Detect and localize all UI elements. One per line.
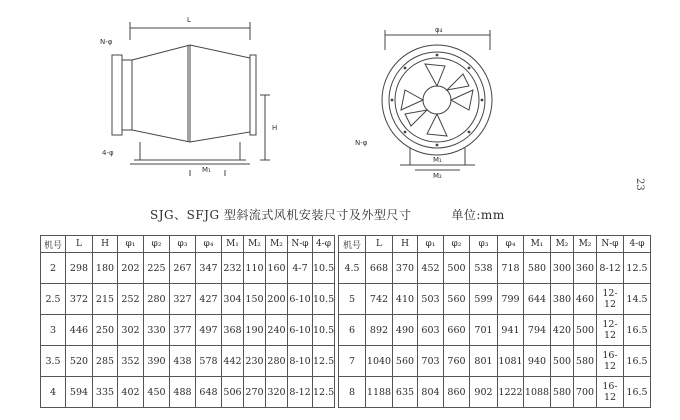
table-cell: 442: [222, 346, 244, 377]
table-cell: 1188: [366, 377, 393, 408]
table-cell: 5: [339, 284, 366, 315]
table-cell: 360: [574, 253, 597, 284]
table-cell: 150: [244, 284, 266, 315]
table-cell: 280: [144, 284, 170, 315]
table-cell: 252: [118, 284, 144, 315]
table-cell: 327: [170, 284, 196, 315]
table-row: [41, 284, 335, 315]
table-cell: 892: [366, 315, 393, 346]
table-cell: 14.5: [624, 284, 651, 315]
table-cell: 446: [66, 315, 93, 346]
table-header-row: [41, 236, 335, 253]
table-cell: 4: [41, 377, 66, 408]
header-cell: 4-φ: [313, 236, 335, 253]
table-row: [339, 377, 651, 408]
table-cell: 12.5: [313, 377, 335, 408]
table-cell: 668: [366, 253, 393, 284]
table-cell: 500: [551, 346, 574, 377]
table-cell: 560: [444, 284, 470, 315]
table-cell: 10.5: [313, 253, 335, 284]
caption-unit: 单位:mm: [451, 208, 505, 222]
table-cell: 520: [66, 346, 93, 377]
header-cell: M₁: [524, 236, 551, 253]
table-cell: 7: [339, 346, 366, 377]
table-cell: 801: [470, 346, 498, 377]
table-cell: 16.5: [624, 346, 651, 377]
table-cell: 4.5: [339, 253, 366, 284]
header-cell: φ₃: [170, 236, 196, 253]
header-cell: φ₁: [418, 236, 444, 253]
table-cell: 6-10: [288, 284, 313, 315]
header-cell: M₂: [244, 236, 266, 253]
table-cell: 427: [196, 284, 222, 315]
table-cell: 500: [444, 253, 470, 284]
table-row: [41, 346, 335, 377]
header-cell: L: [366, 236, 393, 253]
table-cell: 794: [524, 315, 551, 346]
table-cell: 594: [66, 377, 93, 408]
table-cell: 703: [418, 346, 444, 377]
table-cell: 347: [196, 253, 222, 284]
table-row: [339, 315, 651, 346]
table-cell: 644: [524, 284, 551, 315]
table-cell: 304: [222, 284, 244, 315]
table-cell: 110: [244, 253, 266, 284]
front-phi4-label: φ₄: [435, 26, 443, 34]
table-cell: 538: [470, 253, 498, 284]
table-cell: 10.5: [313, 284, 335, 315]
header-cell: M₁: [222, 236, 244, 253]
table-cell: 372: [66, 284, 93, 315]
table-cell: 370: [393, 253, 418, 284]
table-cell: 718: [498, 253, 524, 284]
table-cell: 603: [418, 315, 444, 346]
table-cell: 202: [118, 253, 144, 284]
table-cell: 941: [498, 315, 524, 346]
table-caption: [150, 206, 505, 223]
table-cell: 230: [244, 346, 266, 377]
table-cell: 368: [222, 315, 244, 346]
fan-front-view-drawing: [355, 20, 515, 180]
header-cell: 机号: [41, 236, 66, 253]
header-cell: H: [393, 236, 418, 253]
side-4-phi-label: 4-φ: [102, 149, 114, 157]
table-cell: 580: [574, 346, 597, 377]
table-cell: 420: [551, 315, 574, 346]
fan-side-view-drawing: [100, 0, 300, 180]
table-cell: 335: [93, 377, 118, 408]
side-H-label: H: [272, 124, 278, 132]
table-cell: 232: [222, 253, 244, 284]
table-cell: 497: [196, 315, 222, 346]
header-cell: 4-φ: [624, 236, 651, 253]
header-cell: N-φ: [288, 236, 313, 253]
table-cell: 250: [93, 315, 118, 346]
table-cell: 12-12: [597, 315, 624, 346]
table-cell: 1040: [366, 346, 393, 377]
table-cell: 648: [196, 377, 222, 408]
table-cell: 452: [418, 253, 444, 284]
table-cell: 804: [418, 377, 444, 408]
table-cell: 200: [266, 284, 288, 315]
table-cell: 8-10: [288, 346, 313, 377]
header-cell: N-φ: [597, 236, 624, 253]
table-cell: 377: [170, 315, 196, 346]
table-row: [41, 315, 335, 346]
table-cell: 3: [41, 315, 66, 346]
table-cell: 160: [266, 253, 288, 284]
front-M2-label: M₂: [433, 172, 442, 180]
table-cell: 225: [144, 253, 170, 284]
side-M1-label: M₁: [202, 166, 211, 174]
header-cell: φ₁: [118, 236, 144, 253]
table-cell: 12.5: [624, 253, 651, 284]
table-cell: 760: [444, 346, 470, 377]
table-cell: 860: [444, 377, 470, 408]
table-cell: 701: [470, 315, 498, 346]
header-cell: φ₂: [444, 236, 470, 253]
spec-table-right: [338, 235, 651, 408]
table-cell: 6-10: [288, 315, 313, 346]
table-cell: 660: [444, 315, 470, 346]
table-cell: 1088: [524, 377, 551, 408]
table-cell: 8-12: [288, 377, 313, 408]
table-cell: 16-12: [597, 377, 624, 408]
table-cell: 4-7: [288, 253, 313, 284]
table-cell: 3.5: [41, 346, 66, 377]
front-N-phi-label: N-φ: [355, 139, 368, 147]
header-cell: 机号: [339, 236, 366, 253]
table-cell: 488: [170, 377, 196, 408]
table-cell: 580: [524, 253, 551, 284]
header-cell: M₂: [266, 236, 288, 253]
table-row: [41, 253, 335, 284]
table-cell: 12.5: [313, 346, 335, 377]
table-cell: 215: [93, 284, 118, 315]
caption-title: SJG、SFJG 型斜流式风机安装尺寸及外型尺寸: [150, 208, 412, 222]
table-cell: 240: [266, 315, 288, 346]
table-cell: 330: [144, 315, 170, 346]
table-cell: 503: [418, 284, 444, 315]
front-M1-label: M₁: [433, 156, 442, 164]
table-cell: 320: [266, 377, 288, 408]
side-N-phi-label: N-φ: [100, 38, 113, 46]
table-cell: 16-12: [597, 346, 624, 377]
table-cell: 580: [551, 377, 574, 408]
table-cell: 380: [551, 284, 574, 315]
table-cell: 8-12: [597, 253, 624, 284]
table-cell: 940: [524, 346, 551, 377]
table-row: [339, 284, 651, 315]
table-row: [339, 346, 651, 377]
table-cell: 460: [574, 284, 597, 315]
page-number: 23: [634, 178, 645, 191]
table-cell: 6: [339, 315, 366, 346]
table-cell: 742: [366, 284, 393, 315]
table-cell: 560: [393, 346, 418, 377]
table-cell: 438: [170, 346, 196, 377]
table-cell: 410: [393, 284, 418, 315]
spec-table-left: [40, 235, 335, 408]
table-header-row: [339, 236, 651, 253]
table-cell: 285: [93, 346, 118, 377]
table-cell: 280: [266, 346, 288, 377]
table-cell: 902: [470, 377, 498, 408]
table-cell: 578: [196, 346, 222, 377]
table-cell: 799: [498, 284, 524, 315]
table-cell: 298: [66, 253, 93, 284]
table-cell: 12-12: [597, 284, 624, 315]
table-cell: 599: [470, 284, 498, 315]
table-row: [41, 377, 335, 408]
header-cell: φ₄: [498, 236, 524, 253]
header-cell: M₂: [574, 236, 597, 253]
table-cell: 506: [222, 377, 244, 408]
side-L-label: L: [187, 16, 191, 24]
table-cell: 500: [574, 315, 597, 346]
table-cell: 302: [118, 315, 144, 346]
table-row: [339, 253, 651, 284]
table-cell: 402: [118, 377, 144, 408]
table-cell: 10.5: [313, 315, 335, 346]
table-cell: 2: [41, 253, 66, 284]
table-cell: 1222: [498, 377, 524, 408]
table-cell: 635: [393, 377, 418, 408]
table-cell: 270: [244, 377, 266, 408]
table-cell: 300: [551, 253, 574, 284]
table-cell: 2.5: [41, 284, 66, 315]
header-cell: H: [93, 236, 118, 253]
header-cell: φ₃: [470, 236, 498, 253]
table-cell: 190: [244, 315, 266, 346]
table-cell: 16.5: [624, 315, 651, 346]
table-cell: 267: [170, 253, 196, 284]
header-cell: M₂: [551, 236, 574, 253]
table-cell: 16.5: [624, 377, 651, 408]
table-cell: 8: [339, 377, 366, 408]
table-cell: 450: [144, 377, 170, 408]
table-cell: 352: [118, 346, 144, 377]
table-cell: 700: [574, 377, 597, 408]
header-cell: φ₂: [144, 236, 170, 253]
table-cell: 490: [393, 315, 418, 346]
header-cell: φ₄: [196, 236, 222, 253]
table-cell: 390: [144, 346, 170, 377]
table-cell: 1081: [498, 346, 524, 377]
table-cell: 180: [93, 253, 118, 284]
header-cell: L: [66, 236, 93, 253]
